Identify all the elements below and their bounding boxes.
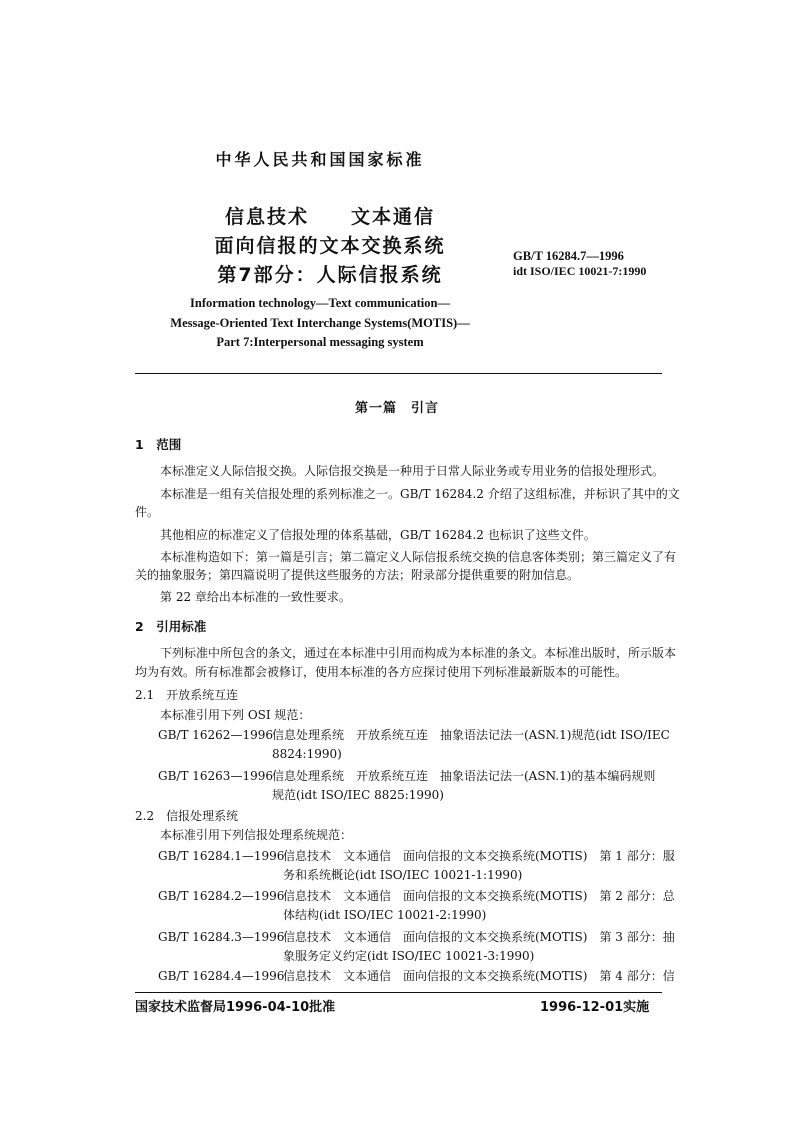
section-1-para-2-cont: 件。 xyxy=(135,505,160,519)
standard-code: GB/T 16284.7—1996 xyxy=(513,249,624,263)
title-en-line-2: Message-Oriented Text Interchange Systems(MOTIS)— xyxy=(170,316,470,330)
section-1-para-5: 第 22 章给出本标准的一致性要求。 xyxy=(160,590,351,604)
subsection-2-1-intro: 本标准引用下列 OSI 规范： xyxy=(160,708,311,722)
national-standard-label: 中华人民共和国国家标准 xyxy=(215,150,425,169)
section-2-para-1-cont: 均为有效。所有标准都会被修订，使用本标准的各方应探讨使用下列标准最新版本的可能性。 xyxy=(135,665,628,679)
approval-date: 国家技术监督局1996-04-10批准 xyxy=(135,1000,336,1015)
part-heading: 第一篇 引言 xyxy=(354,401,439,416)
ref-title-line-1: 信息技术 文本通信 面向信报的文本交换系统(MOTIS) 第 1 部分：服 xyxy=(283,849,675,863)
section-2-para-1: 下列标准中所包含的条文，通过在本标准中引用而构成为本标准的条文。本标准出版时，所示版本 xyxy=(160,646,677,660)
subsection-2-1-heading: 2.1 开放系统互连 xyxy=(135,688,239,702)
ref-title-line-2: 务和系统概论(idt ISO/IEC 10021-1:1990) xyxy=(283,868,523,882)
ref-code: GB/T 16262—1996 xyxy=(158,728,273,742)
ref-title-line-1: 信息技术 文本通信 面向信报的文本交换系统(MOTIS) 第 2 部分：总 xyxy=(283,889,675,903)
ref-title-line-1: 信息处理系统 开放系统互连 抽象语法记法一(ASN.1)的基本编码规则 xyxy=(272,769,656,783)
header-divider xyxy=(135,373,662,374)
section-1-para-4: 本标准构造如下：第一篇是引言；第二篇定义人际信报系统交换的信息客体类别；第三篇定义了有 xyxy=(160,550,677,564)
footer-divider xyxy=(135,992,662,993)
ref-title-line-2: 体结构(idt ISO/IEC 10021-2:1990) xyxy=(283,908,487,922)
effective-date: 1996-12-01实施 xyxy=(540,1000,650,1015)
ref-code: GB/T 16284.2—1996 xyxy=(158,889,285,903)
title-en-line-3: Part 7:Interpersonal messaging system xyxy=(216,335,424,349)
title-cn-line-2: 面向信报的文本交换系统 xyxy=(214,235,446,257)
ref-title-line-2: 规范(idt ISO/IEC 8825:1990) xyxy=(272,788,444,802)
section-1-para-3: 其他相应的标准定义了信报处理的体系基础，GB/T 16284.2 也标识了这些文件。 xyxy=(160,528,596,542)
title-en-line-1: Information technology—Text communication— xyxy=(190,296,450,310)
ref-title-line-2: 8824:1990) xyxy=(272,747,342,761)
section-1-para-1: 本标准定义人际信报交换。人际信报交换是一种用于日常人际业务或专用业务的信报处理形式。 xyxy=(160,464,665,478)
ref-title-line-1: 信息技术 文本通信 面向信报的文本交换系统(MOTIS) 第 4 部分：信 xyxy=(283,969,675,983)
subsection-2-2-heading: 2.2 信报处理系统 xyxy=(135,809,239,823)
ref-title-line-1: 信息技术 文本通信 面向信报的文本交换系统(MOTIS) 第 3 部分：抽 xyxy=(283,930,675,944)
ref-title-line-1: 信息处理系统 开放系统互连 抽象语法记法一(ASN.1)规范(idt ISO/IEC xyxy=(272,728,670,742)
ref-code: GB/T 16284.4—1996 xyxy=(158,969,285,983)
idt-reference: idt ISO/IEC 10021-7:1990 xyxy=(513,264,647,278)
title-cn-line-1: 信息技术 文本通信 xyxy=(224,206,435,228)
ref-code: GB/T 16284.3—1996 xyxy=(158,930,285,944)
ref-title-line-2: 象服务定义约定(idt ISO/IEC 10021-3:1990) xyxy=(283,949,535,963)
ref-code: GB/T 16263—1996 xyxy=(158,769,273,783)
title-cn-line-3: 第7部分：人际信报系统 xyxy=(217,264,443,286)
subsection-2-2-intro: 本标准引用下列信报处理系统规范： xyxy=(160,828,353,842)
section-1-para-2: 本标准是一组有关信报处理的系列标准之一。GB/T 16284.2 介绍了这组标准，并标识了其中的文 xyxy=(160,487,680,501)
section-2-heading: 2 引用标准 xyxy=(135,619,207,634)
section-1-para-4-cont: 关的抽象服务；第四篇说明了提供这些服务的方法；附录部分提供重要的附加信息。 xyxy=(135,568,580,582)
ref-code: GB/T 16284.1—1996 xyxy=(158,849,285,863)
section-1-heading: 1 范围 xyxy=(135,437,182,452)
